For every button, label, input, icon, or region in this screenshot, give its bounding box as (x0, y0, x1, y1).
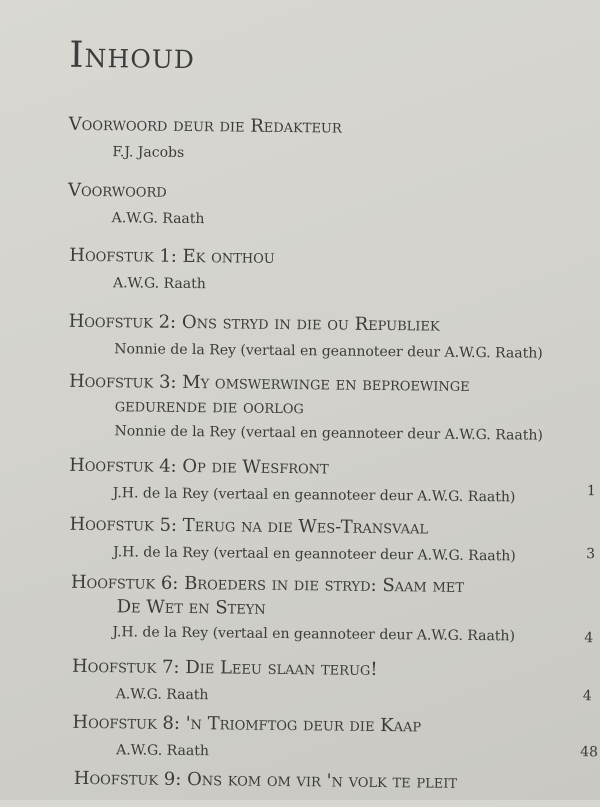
toc-heading (69, 370, 600, 424)
toc-entry (68, 310, 600, 366)
toc-entry (70, 571, 600, 649)
page-title: Inhoud (69, 34, 196, 78)
toc-page-number: 1 (586, 483, 596, 500)
toc-entry (69, 454, 600, 510)
toc-author: F.J. Jacobs (112, 144, 185, 161)
toc-heading: Voorwoord deur die Redakteur (68, 113, 342, 138)
toc-heading: Hoofstuk 8: 'n Triomftog deur die Kaap (72, 711, 422, 737)
toc-page-number: 3 (586, 546, 596, 563)
toc-heading (71, 571, 600, 625)
toc-author: J.H. de la Rey (vertaal en geannoteer deur A.W.G. Raath) (112, 624, 516, 645)
toc-page-number: 4 (584, 630, 594, 647)
toc-author: J.H. de la Rey (vertaal en geannoteer deur A.W.G. Raath) (112, 485, 516, 506)
toc-entry (69, 513, 600, 569)
toc-entry (72, 711, 600, 767)
toc-author: A.W.G. Raath (112, 275, 206, 293)
toc-heading: Hoofstuk 1: Ek onthou (69, 244, 275, 268)
toc-page-number: 48 (580, 744, 599, 761)
toc-author: J.H. de la Rey (vertaal en geannoteer deur A.W.G. Raath) (113, 544, 516, 565)
toc-heading-line1: Hoofstuk 6: Broeders in die stryd: Saam met (70, 571, 465, 597)
toc-heading: Hoofstuk 2: Ons stryd in die ou Republiek (68, 310, 440, 336)
toc-entry (69, 244, 600, 300)
toc-author: A.W.G. Raath (116, 742, 209, 760)
toc-entry (72, 655, 600, 711)
toc-heading: Hoofstuk 5: Terug na die Wes-Transvaal (69, 513, 429, 539)
toc-author: A.W.G. Raath (111, 210, 205, 228)
toc-heading: Voorwoord (67, 179, 167, 202)
toc-entry (68, 370, 600, 448)
toc-heading: Hoofstuk 9: Ons kom om vir 'n volk te pleit (73, 767, 458, 793)
toc-author: A.W.G. Raath (115, 686, 209, 704)
toc-heading: Hoofstuk 4: Op die Wesfront (69, 454, 329, 479)
toc-entry (68, 179, 600, 235)
toc-author: Nonnie de la Rey (vertaal en geannoteer deur A.W.G. Raath) (114, 423, 543, 444)
toc-page-number: 4 (582, 688, 592, 705)
toc-heading: Hoofstuk 7: Die Leeu slaan terug! (71, 655, 378, 680)
toc-heading-line1: Hoofstuk 3: My omswerwinge en beproewinge (68, 370, 470, 396)
toc-entry (68, 113, 600, 169)
toc-entry (74, 767, 600, 797)
toc-author: Nonnie de la Rey (vertaal en geannoteer deur A.W.G. Raath) (114, 341, 543, 362)
toc-heading-line2: De Wet en Steyn (116, 596, 266, 619)
toc-heading-line2: gedurende die oorlog (114, 395, 304, 419)
